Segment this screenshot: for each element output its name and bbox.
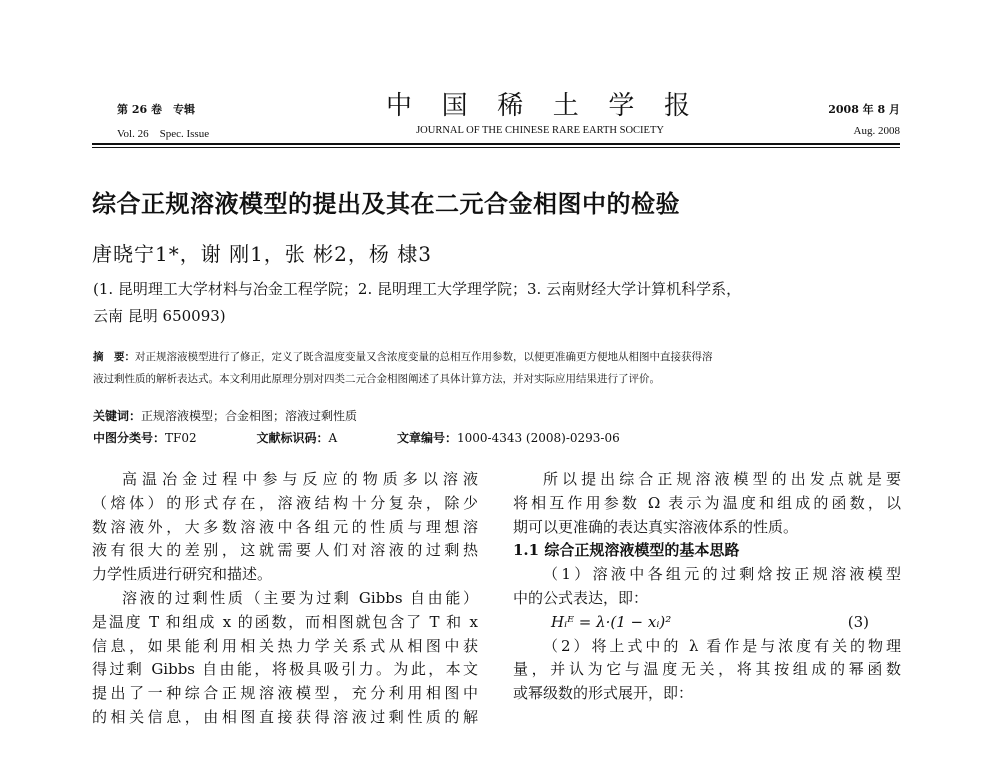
body-line: 中的公式表达，即： [513,588,649,607]
left-column [92,468,478,730]
keywords-text: 正规溶液模型；合金相图；溶液过剩性质 [141,409,358,423]
body-line: 所以提出综合正规溶液模型的出发点就是要 [543,470,901,488]
article-number-label: 文章编号： [396,431,457,445]
body-line: 液有很大的差别，这就需要人们对溶液的过剩热 [92,541,478,560]
document-code [256,431,365,445]
equation-number: (3) [847,612,869,631]
body-line: 信息，如果能利用相关热力学关系式从相图中获 [92,636,478,655]
article-number [397,431,648,445]
abstract-label: 摘 要： [93,351,135,363]
body-line: 高温冶金过程中参与反应的物质多以溶液 [122,470,478,488]
classification-line [93,429,676,446]
body-line: （1）溶液中各组元的过剩焓按正规溶液模型 [543,565,901,584]
header-rule-thick [92,143,900,145]
volume-en: Vol. 26 Spec. Issue [117,128,210,140]
author-list: 唐晓宁1*，谢 刚1，张 彬2，杨 棣3 [92,242,432,266]
body-line: 溶液的过剩性质（主要为过剩 Gibbs 自由能） [122,588,478,607]
date-en: Aug. 2008 [853,125,900,137]
paper-title: 综合正规溶液模型的提出及其在二元合金相图中的检验 [92,189,680,218]
affiliation-line-1: (1. 昆明理工大学材料与冶金工程学院；2. 昆明理工大学理学院；3. 云南财经大学计算机科学系， [93,280,742,298]
document-code-value: A [328,431,338,445]
body-line: 量，并认为它与温度无关，将其按组成的幂函数 [513,660,901,679]
body-line: 提出了一种综合正规溶液模型，充分利用相图中 [92,684,478,703]
section-heading: 1.1 综合正规溶液模型的基本思路 [513,541,740,560]
journal-title-en: JOURNAL OF THE CHINESE RARE EARTH SOCIETY [416,125,664,136]
keywords [93,407,357,424]
abstract-text-1: 对正规溶液模型进行了修正，定义了既含温度变量又含浓度变量的总相互作用参数，以便更准确更方便地从相图中直接获得溶 [135,351,713,363]
date-cn: 2008 年 8 月 [828,103,900,116]
volume-cn: 第 26 卷 专辑 [117,103,195,116]
clc-value: TF02 [165,431,197,445]
body-line: 或幂级数的形式展开，即： [513,684,694,703]
body-line: 是温度 T 和组成 x 的函数，而相图就包含了 T 和 x [92,612,478,631]
body-line: （2）将上式中的 λ 看作是与浓度有关的物理 [543,636,901,655]
right-column [513,468,901,706]
clc-code [93,431,225,445]
document-code-label: 文献标识码： [256,431,329,445]
keywords-label: 关键词： [93,409,142,423]
body-line: （熔体）的形式存在，溶液结构十分复杂，除少 [92,493,478,512]
body-line: 力学性质进行研究和描述。 [92,565,273,584]
body-line: 将相互作用参数 Ω 表示为温度和组成的函数，以 [513,493,901,512]
header-rule-thin [92,147,900,148]
equation-formula: Hᵢᴱ = λ·(1 − xᵢ)² [551,612,672,631]
article-number-value: 1000-4343 (2008)-0293-06 [456,431,620,445]
clc-label: 中图分类号： [93,431,166,445]
affiliation-line-2: 云南 昆明 650093) [93,307,226,325]
abstract-line-2: 液过剩性质的解析表达式。本文利用此原理分别对四类二元合金相图阐述了具体计算方法，并对实际应用结果进行了评价。 [93,373,660,385]
abstract-line-1 [93,349,713,364]
body-line: 期可以更准确的表达真实溶液体系的性质。 [513,517,799,536]
body-line: 得过剩 Gibbs 自由能，将极具吸引力。为此，本文 [92,660,478,679]
journal-title-cn: 中国稀土学报 [386,91,690,121]
body-line: 的相关信息，由相图直接获得溶液过剩性质的解 [92,707,478,726]
body-line: 数溶液外，大多数溶液中各组元的性质与理想溶 [92,517,478,536]
equation [513,611,901,635]
